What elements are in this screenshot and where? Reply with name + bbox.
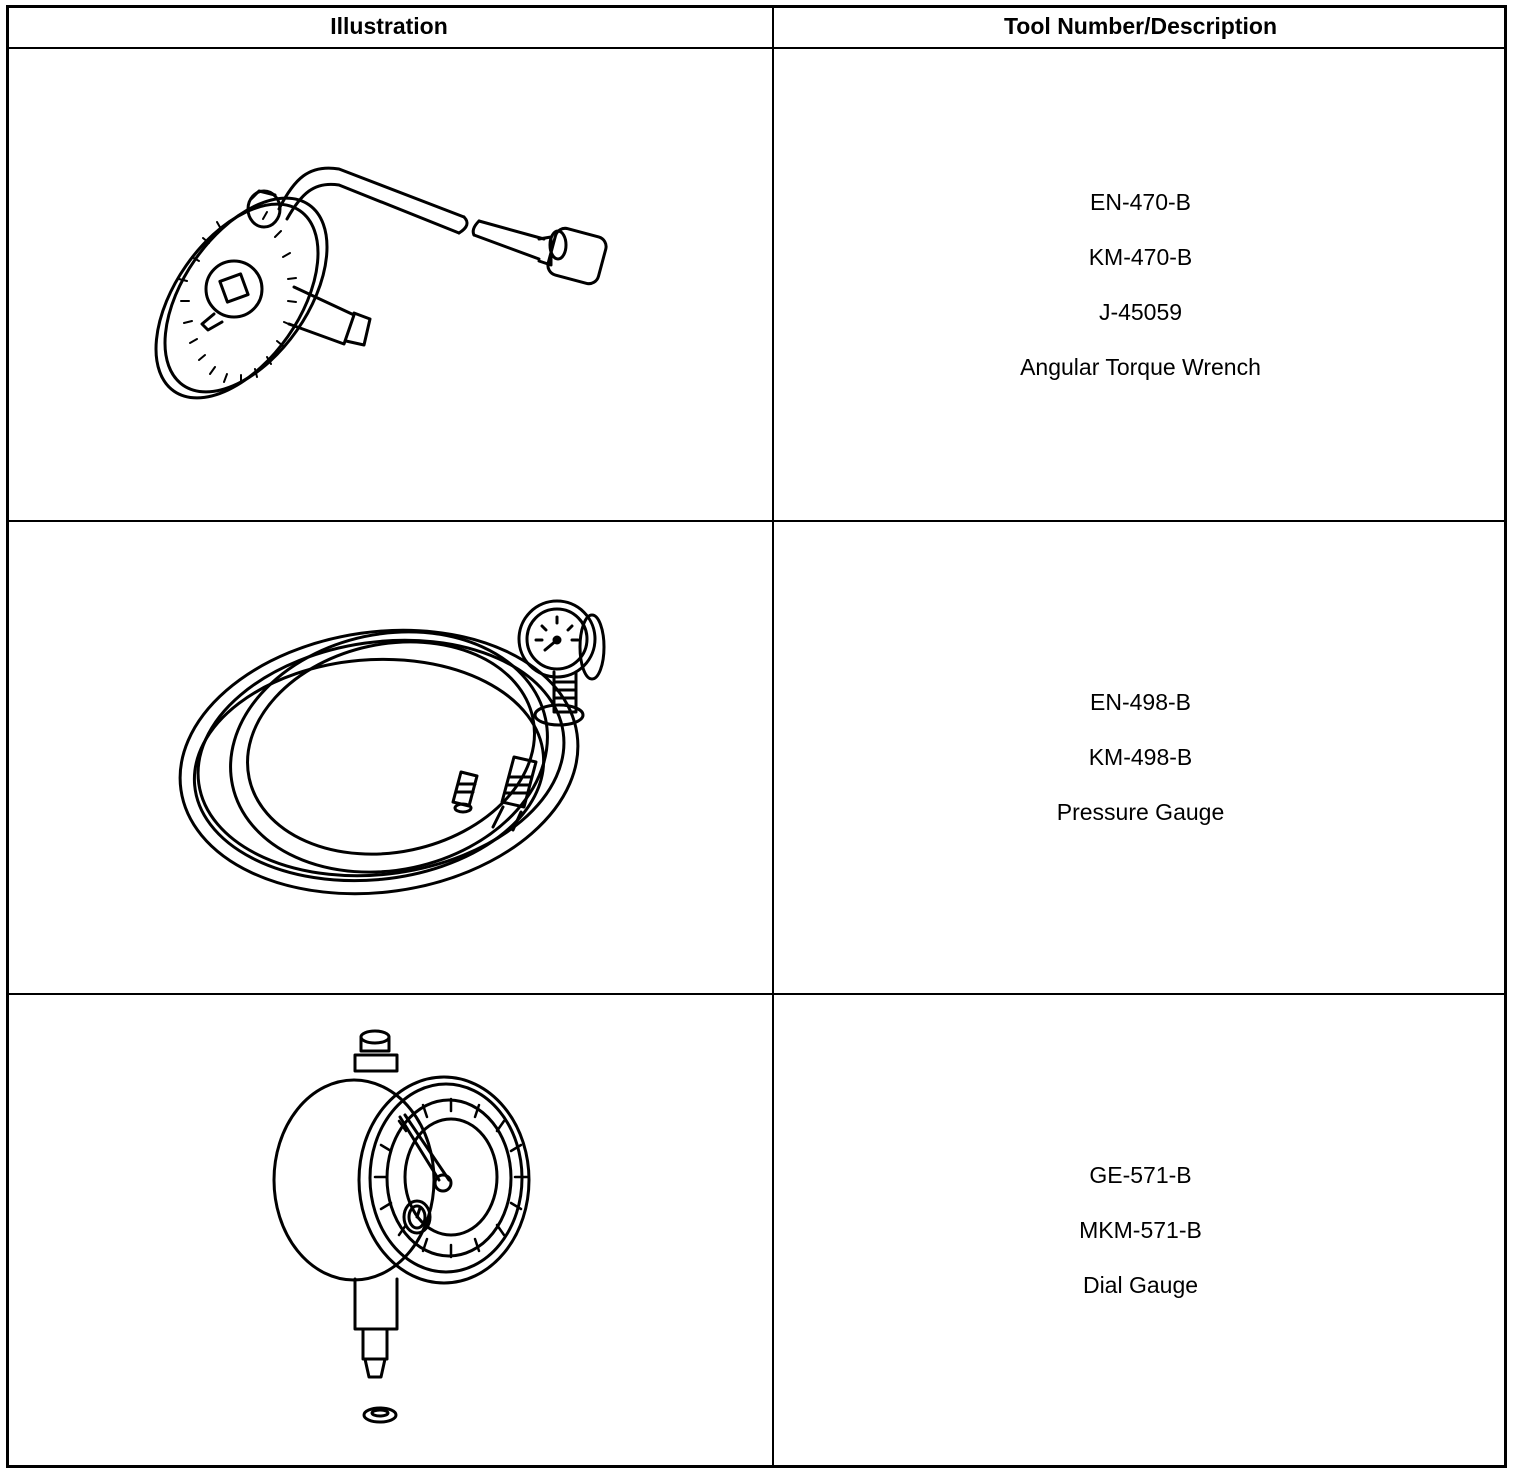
tool-description: Dial Gauge bbox=[1082, 1272, 1199, 1298]
header-illustration: Illustration bbox=[330, 13, 448, 39]
tool-number-en: EN-470-B bbox=[1090, 188, 1191, 215]
tool-number-en: EN-498-B bbox=[1090, 689, 1191, 715]
header-tool-description: Tool Number/Description bbox=[1003, 13, 1278, 39]
tool-description: Angular Torque Wrench bbox=[1020, 353, 1261, 380]
tool-number-km: KM-470-B bbox=[1088, 243, 1193, 270]
pressure-gauge-icon bbox=[9, 522, 772, 993]
table-row-2-illustration bbox=[9, 522, 772, 993]
dial-gauge-icon bbox=[9, 995, 772, 1466]
tool-number-km: KM-498-B bbox=[1088, 744, 1193, 770]
tool-number-j: J-45059 bbox=[1098, 298, 1183, 325]
table-row-1-illustration bbox=[9, 49, 772, 520]
tool-number-ge: GE-571-B bbox=[1089, 1162, 1192, 1188]
angular-torque-wrench-icon bbox=[9, 49, 772, 520]
tool-number-mkm: MKM-571-B bbox=[1079, 1217, 1202, 1243]
table-row-3-illustration bbox=[9, 995, 772, 1466]
table-row-3-description bbox=[774, 995, 1507, 1466]
table-row-1-description bbox=[774, 49, 1507, 520]
tool-description: Pressure Gauge bbox=[1056, 799, 1225, 825]
table-row-2-description bbox=[774, 522, 1507, 993]
